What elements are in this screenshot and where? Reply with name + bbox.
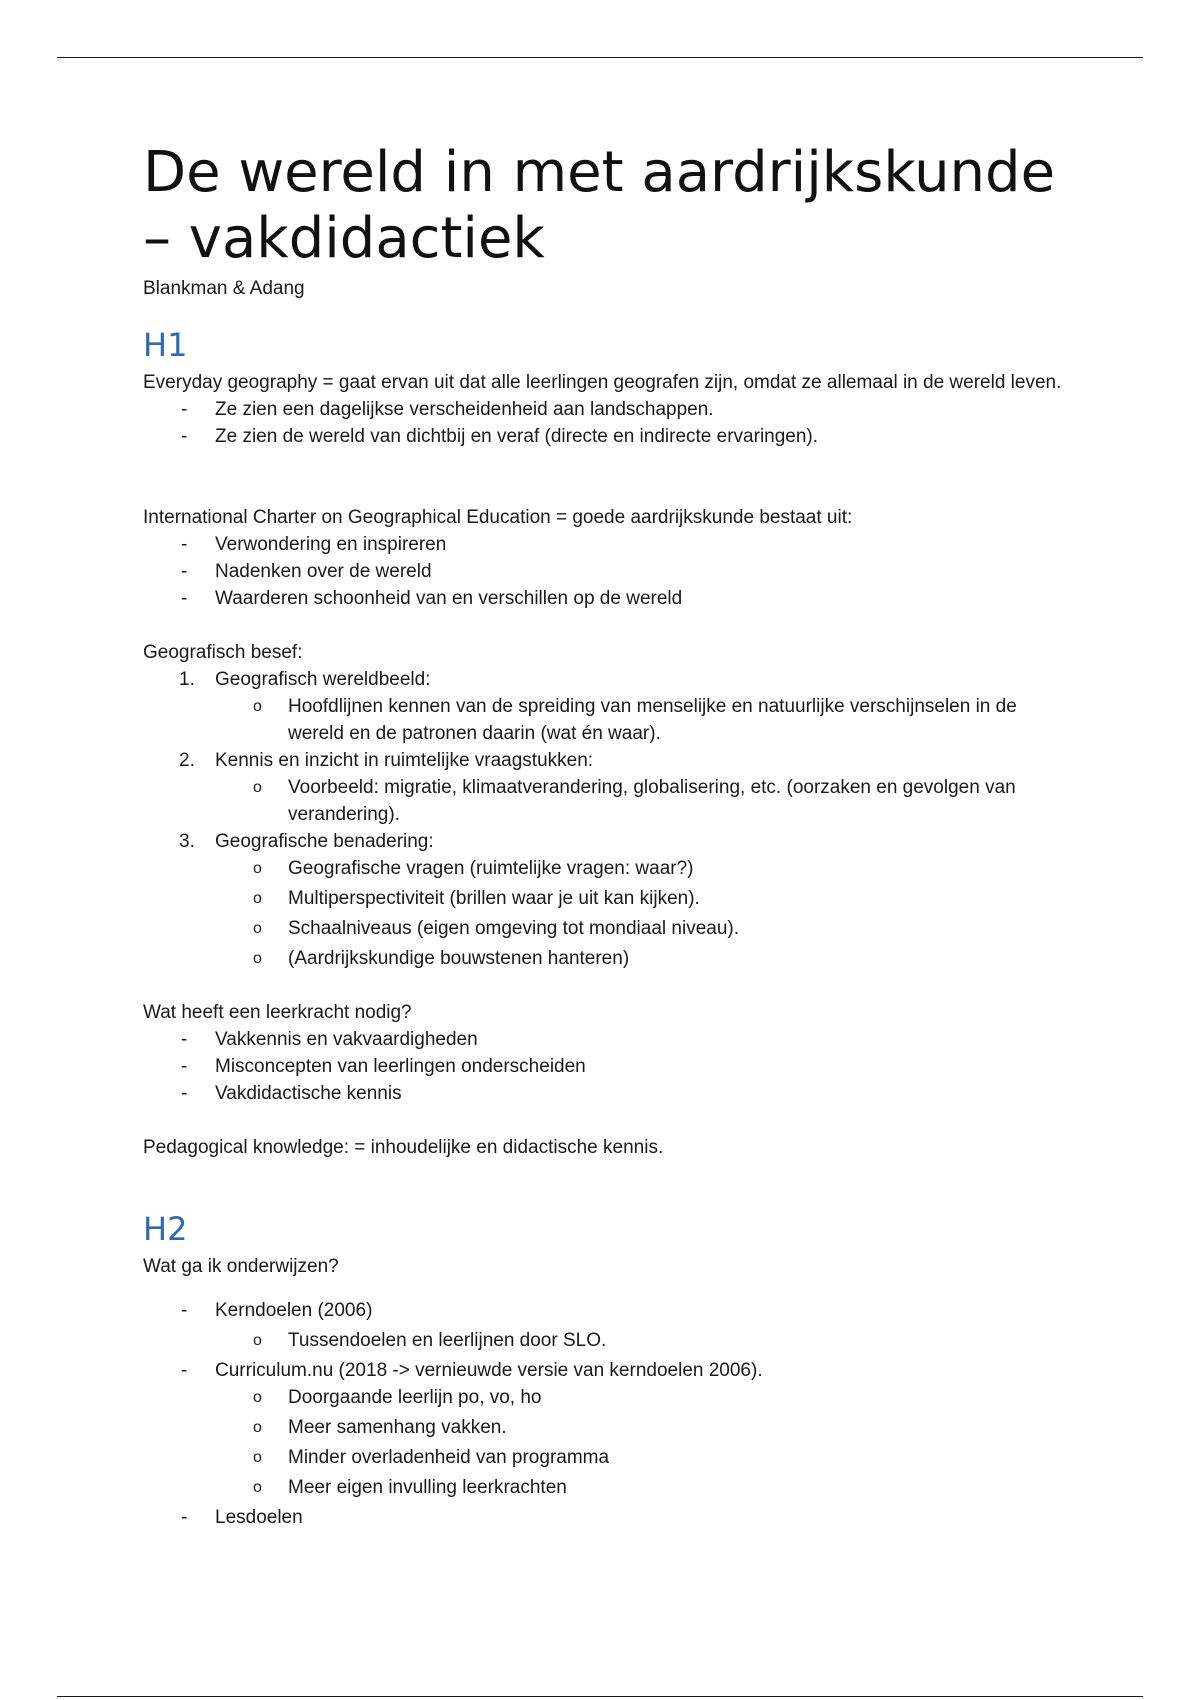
besef-text: Geografisch besef: bbox=[143, 642, 303, 663]
page-title: De wereld in met aardrijkskunde – vakdidactiek bbox=[143, 140, 1056, 271]
list-item: - Vakdidactische kennis bbox=[143, 1080, 1063, 1107]
onderwijzen-question bbox=[143, 1253, 1063, 1280]
sub-item: o Meer eigen invulling leerkrachten bbox=[143, 1474, 1063, 1501]
item-number: 1. bbox=[179, 669, 195, 690]
list-item: - Waarderen schoonheid van en verschillen op de wereld bbox=[143, 585, 1063, 612]
top-rule bbox=[57, 57, 1143, 58]
sub-item: o (Aardrijkskundige bouwstenen hanteren) bbox=[143, 945, 1063, 972]
list-item: - Verwondering en inspireren bbox=[143, 531, 1063, 558]
item-label: Geografisch wereldbeeld: bbox=[215, 669, 431, 690]
list-item: - Nadenken over de wereld bbox=[143, 558, 1063, 585]
sub-item: o Doorgaande leerlijn po, vo, ho bbox=[143, 1384, 1063, 1411]
list-item: - Curriculum.nu (2018 -> vernieuwde versie van kerndoelen 2006). bbox=[143, 1357, 1063, 1384]
list-item: - Vakkennis en vakvaardigheden bbox=[143, 1026, 1063, 1053]
leerkracht-block bbox=[143, 999, 1063, 1107]
sub-item: o Multiperspectiviteit (brillen waar je uit kan kijken). bbox=[143, 885, 1063, 912]
charter-block bbox=[143, 504, 1063, 612]
item-number: 3. bbox=[179, 831, 195, 852]
sub-item: o Minder overladenheid van programma bbox=[143, 1444, 1063, 1471]
sub-item: o Geografische vragen (ruimtelijke vragen: waar?) bbox=[143, 855, 1063, 882]
bottom-rule bbox=[57, 1696, 1143, 1697]
list-item: - Ze zien een dagelijkse verscheidenheid aan landschappen. bbox=[143, 396, 1063, 423]
pedagogical-block bbox=[143, 1134, 1063, 1161]
pedagogical-text: Pedagogical knowledge: = inhoudelijke en didactische kennis. bbox=[143, 1137, 664, 1158]
numbered-item bbox=[143, 666, 1063, 693]
item-label: Geografische benadering: bbox=[215, 831, 434, 852]
sub-item: o Tussendoelen en leerlijnen door SLO. bbox=[143, 1327, 1063, 1354]
charter-text: International Charter on Geographical Education = goede aardrijkskunde bestaat uit: bbox=[143, 507, 853, 528]
sub-item: o Schaalniveaus (eigen omgeving tot mondiaal niveau). bbox=[143, 915, 1063, 942]
section-heading-h1: H1 bbox=[143, 326, 188, 364]
onderwijzen-list bbox=[143, 1297, 1063, 1531]
geografisch-besef-block bbox=[143, 639, 1063, 972]
sub-item: o Voorbeeld: migratie, klimaatverandering, globalisering, etc. (oorzaken en gevolgen van verandering). bbox=[143, 774, 1063, 828]
everyday-geography-block bbox=[143, 369, 1063, 450]
list-item: - Kerndoelen (2006) bbox=[143, 1297, 1063, 1324]
authors: Blankman & Adang bbox=[143, 278, 305, 299]
section-heading-h2: H2 bbox=[143, 1210, 188, 1248]
list-item: - Misconcepten van leerlingen onderscheiden bbox=[143, 1053, 1063, 1080]
list-item: - Ze zien de wereld van dichtbij en veraf (directe en indirecte ervaringen). bbox=[143, 423, 1063, 450]
question-text: Wat ga ik onderwijzen? bbox=[143, 1256, 339, 1277]
list-item: - Lesdoelen bbox=[143, 1504, 1063, 1531]
item-number: 2. bbox=[179, 750, 195, 771]
numbered-item bbox=[143, 828, 1063, 855]
leerkracht-text: Wat heeft een leerkracht nodig? bbox=[143, 1002, 412, 1023]
sub-item: o Hoofdlijnen kennen van de spreiding van menselijke en natuurlijke verschijnselen in de wereld en de patronen daarin (wat én waar). bbox=[143, 693, 1063, 747]
sub-item: o Meer samenhang vakken. bbox=[143, 1414, 1063, 1441]
numbered-item bbox=[143, 747, 1063, 774]
everyday-geography-text: Everyday geography = gaat ervan uit dat alle leerlingen geografen zijn, omdat ze allemaal in de wereld leven. bbox=[143, 372, 1062, 393]
item-label: Kennis en inzicht in ruimtelijke vraagstukken: bbox=[215, 750, 594, 771]
